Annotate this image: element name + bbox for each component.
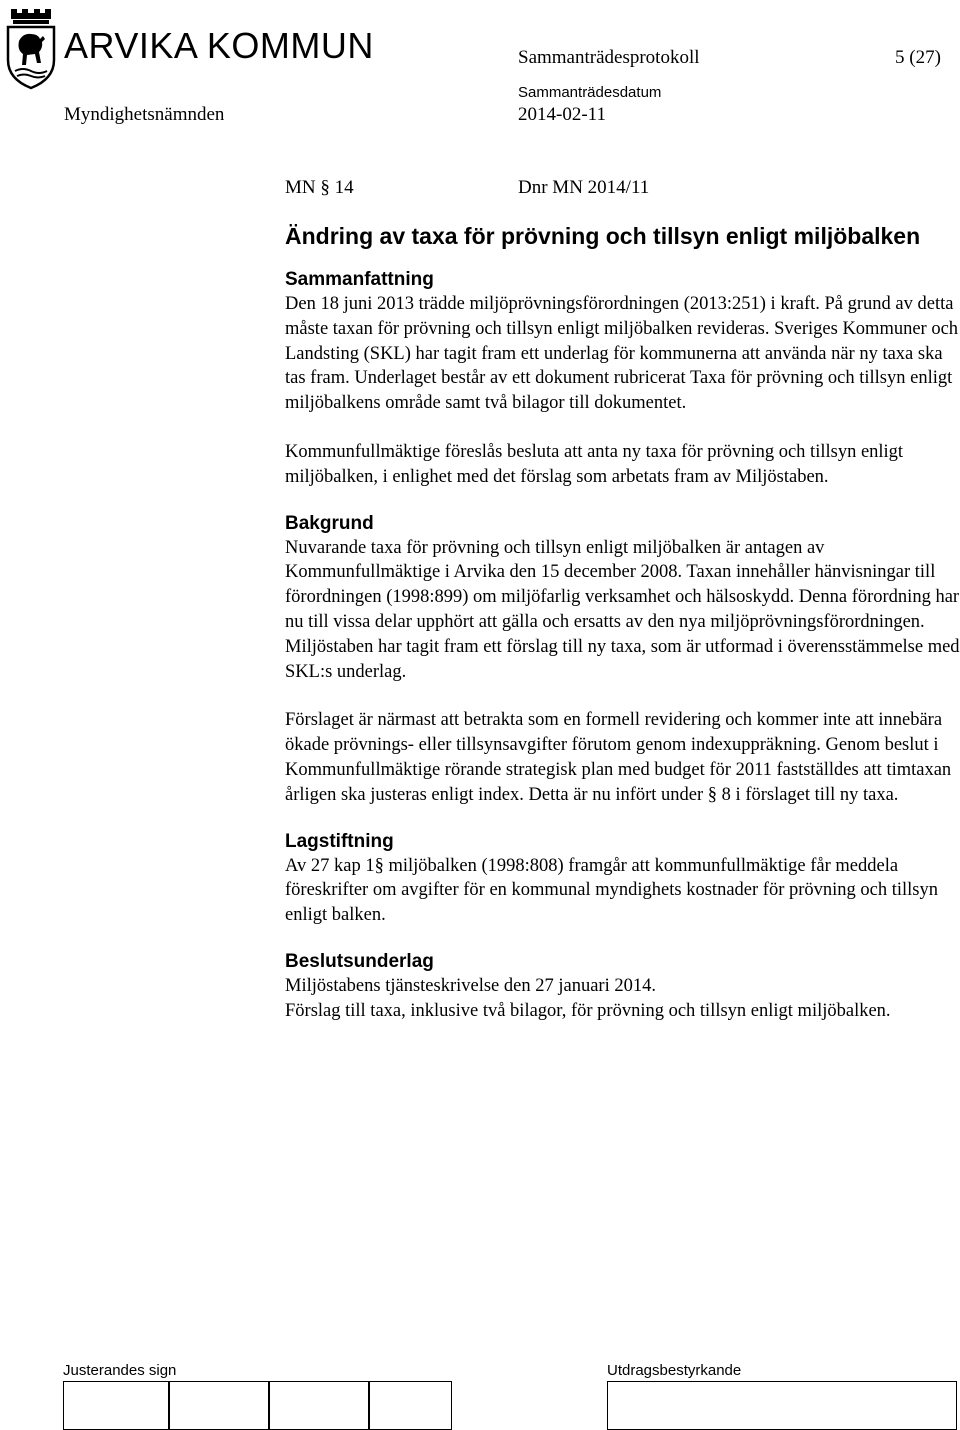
item-title: Ändring av taxa för prövning och tillsyn enligt miljöbalken (285, 223, 921, 249)
committee-name: Myndighetsnämnden (64, 104, 225, 125)
heading-sammanfattning: Sammanfattning (285, 269, 434, 290)
signature-label: Justerandes sign (63, 1362, 177, 1379)
meeting-date: 2014-02-11 (518, 104, 606, 125)
signature-box-2 (168, 1381, 270, 1430)
municipality-brand: ARVIKA KOMMUN (64, 25, 374, 66)
paragraph-sammanfattning-1: Den 18 juni 2013 trädde miljöprövningsförordningen (2013:251) i kraft. På grund av detta måste taxan för prövning och tillsyn enligt miljöbalken revideras. Sveriges Kommuner och Landsting (SKL) har tagit fram ett underlag för kommunerna att använda när ny taxa ska tas fram. Underlaget består av ett dokument rubricerat Taxa för prövning och tillsyn enligt miljöbalkens område samt två bilagor till dokumentet. (285, 294, 959, 414)
paragraph-sammanfattning-2: Kommunfullmäktige föreslås besluta att anta ny taxa för prövning och tillsyn enligt miljöbalken, i enlighet med det förslag som arbetats fram av Miljöstaben. (285, 441, 904, 487)
beslutsunderlag-line-2: Förslag till taxa, inklusive två bilagor, för prövning och tillsyn enligt miljöbalken. (285, 1000, 891, 1021)
signature-box-3 (268, 1381, 370, 1430)
paragraph-bakgrund-2: Förslaget är närmast att betrakta som en formell revidering och kommer inte att innebära ökade prövnings- eller tillsynsavgifter förutom genom indexuppräkning. Genom beslut i Kommunfullmäktige rörande strategisk plan med budget för 2011 fastställdes att timtaxan årligen ska justeras enligt index. Detta är nu infört under § 8 i förslaget till ny taxa. (285, 710, 952, 805)
document-title: Sammanträdesprotokoll (518, 47, 700, 68)
paragraph-bakgrund-1: Nuvarande taxa för prövning och tillsyn enligt miljöbalken är antagen av Kommunfullmäktige i Arvika den 15 december 2008. Taxan innehåller hänvisningar till förordningen (1998:899) om miljöfarlig verksamhet och hälsoskydd. Denna förordning har nu till vissa delar upphört att gälla och ersatts av den nya miljöprövningsförordningen. Miljöstaben har tagit fram ett förslag till ny taxa, som är utformad i överensstämmelse med SKL:s underlag. (285, 537, 960, 682)
extract-certification-box (607, 1381, 957, 1430)
meeting-date-label: Sammanträdesdatum (518, 84, 662, 101)
signature-box-1 (63, 1381, 170, 1430)
paragraph-lagstiftning-1: Av 27 kap 1§ miljöbalken (1998:808) framgår att kommunfullmäktige får meddela föreskrifter om avgifter för en kommunal myndighets kostnader för prövning och tillsyn enligt balken. (285, 855, 939, 926)
extract-certification-label: Utdragsbestyrkande (607, 1362, 742, 1379)
case-paragraph-number: MN § 14 (285, 177, 354, 198)
heading-lagstiftning: Lagstiftning (285, 830, 394, 852)
heading-bakgrund: Bakgrund (285, 512, 374, 534)
beslutsunderlag-line-1: Miljöstabens tjänsteskrivelse den 27 januari 2014. (285, 975, 656, 996)
signature-box-4 (368, 1381, 452, 1430)
case-registration-number: Dnr MN 2014/11 (518, 177, 650, 198)
page-number: 5 (27) (895, 47, 941, 68)
coat-of-arms-logo (5, 5, 57, 90)
document-body (285, 222, 960, 1024)
heading-beslutsunderlag: Beslutsunderlag (285, 950, 434, 972)
